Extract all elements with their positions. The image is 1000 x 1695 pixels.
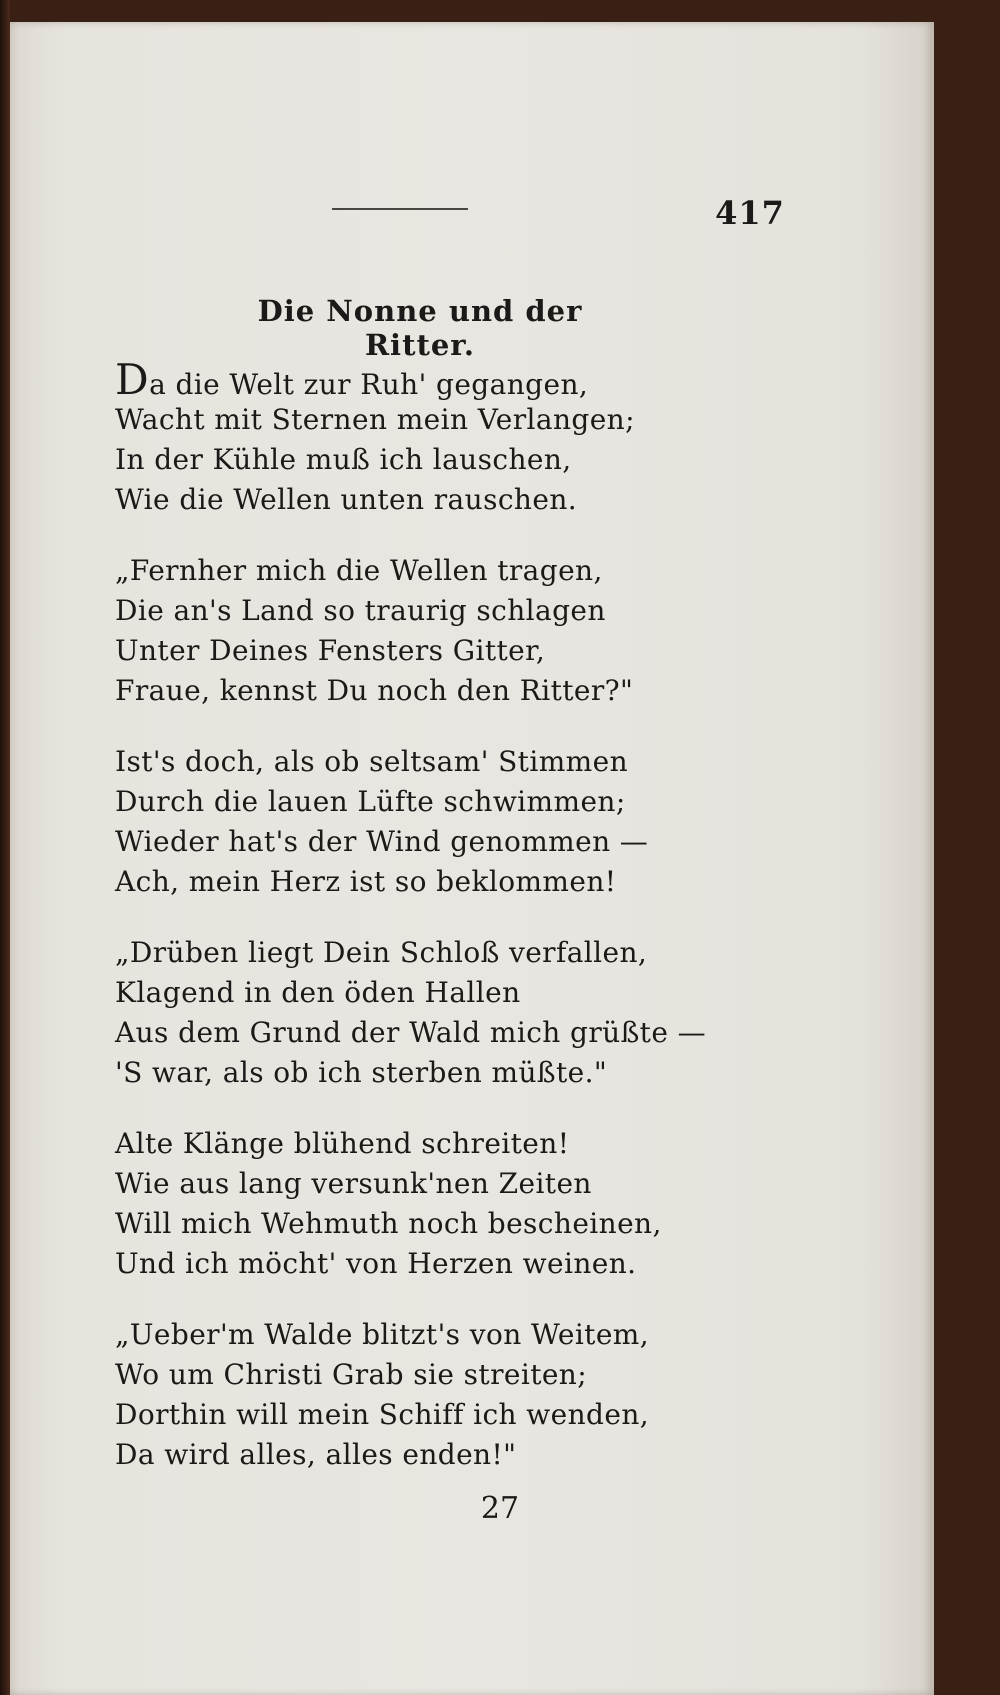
verse-line: In der Kühle muß ich lauschen, <box>115 443 572 476</box>
stanza <box>115 551 735 711</box>
signature-mark: 27 <box>480 1491 520 1526</box>
verse-line: Alte Klänge blühend schreiten! <box>115 1127 570 1160</box>
verse-line: „Ueber'm Walde blitzt's von Weitem, <box>115 1318 650 1351</box>
book-spine-edge <box>0 0 10 1695</box>
verse-line: Fraue, kennst Du noch den Ritter?" <box>115 674 634 707</box>
verse-line: „Drüben liegt Dein Schloß verfallen, <box>115 936 648 969</box>
verse-line: Dorthin will mein Schiff ich wenden, <box>115 1398 650 1431</box>
verse-line: Wo um Christi Grab sie streiten; <box>115 1358 588 1391</box>
verse-line: Klagend in den öden Hallen <box>115 976 521 1009</box>
stanza <box>115 933 735 1093</box>
stanza <box>115 742 735 902</box>
verse-line-first <box>115 355 735 404</box>
verse-line: Durch die lauen Lüfte schwimmen; <box>115 785 626 818</box>
verse-line: Ist's doch, als ob seltsam' Stimmen <box>115 745 628 778</box>
drop-capital: D <box>115 355 150 404</box>
verse-line: Aus dem Grund der Wald mich grüßte — <box>115 1016 706 1049</box>
verse-line: „Fernher mich die Wellen tragen, <box>115 554 603 587</box>
verse-line: Da wird alles, alles enden!" <box>115 1438 517 1471</box>
stanza <box>115 1124 735 1284</box>
verse-line: Wieder hat's der Wind genommen — <box>115 825 649 858</box>
poem-body <box>115 355 735 1506</box>
verse-line: Unter Deines Fensters Gitter, <box>115 634 546 667</box>
stanza <box>115 355 735 520</box>
verse-line: Will mich Wehmuth noch bescheinen, <box>115 1207 662 1240</box>
verse-line: Und ich möcht' von Herzen weinen. <box>115 1247 637 1280</box>
verse-line-rest: a die Welt zur Ruh' gegangen, <box>149 368 589 401</box>
stanza <box>115 1315 735 1475</box>
poem-title: Die Nonne und der Ritter. <box>257 294 583 362</box>
verse-line: Ach, mein Herz ist so beklommen! <box>115 865 617 898</box>
verse-line: Wacht mit Sternen mein Verlangen; <box>115 403 635 436</box>
header-rule <box>332 208 468 210</box>
verse-line: Wie die Wellen unten rauschen. <box>115 483 578 516</box>
verse-line: Die an's Land so traurig schlagen <box>115 594 606 627</box>
page-number: 417 <box>715 194 785 232</box>
book-page <box>10 22 934 1695</box>
verse-line: Wie aus lang versunk'nen Zeiten <box>115 1167 592 1200</box>
verse-line: 'S war, als ob ich sterben müßte." <box>115 1056 608 1089</box>
